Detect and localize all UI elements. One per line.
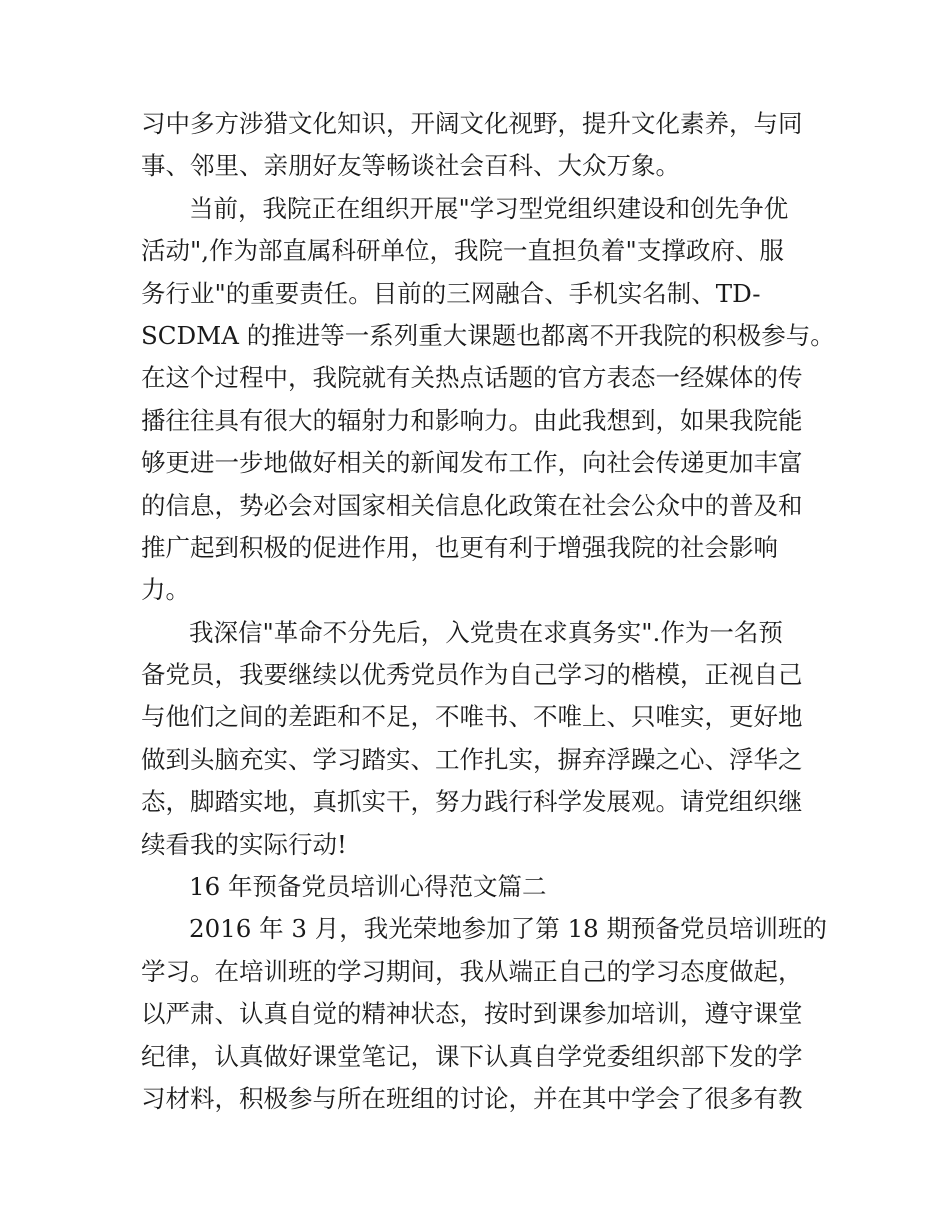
text-line: 我深信"革命不分先后，入党贵在求真务实".作为一名预 xyxy=(189,617,783,647)
text-line: 习中多方涉猎文化知识，开阔文化视野，提升文化素养，与同 xyxy=(141,109,803,138)
text-line: 推广起到积极的促进作用，也更有利于增强我院的社会影响 xyxy=(141,532,778,562)
text-line: 纪律，认真做好课堂笔记，课下认真自学党委组织部下发的学 xyxy=(141,1041,803,1071)
text-line: 备党员，我要继续以优秀党员作为自己学习的楷模，正视自己 xyxy=(141,660,803,690)
text-line: 习材料，积极参与所在班组的讨论，并在其中学会了很多有教 xyxy=(141,1083,803,1113)
text-line: 的信息，势必会对国家相关信息化政策在社会公众中的普及和 xyxy=(141,490,803,520)
text-line: 在这个过程中，我院就有关热点话题的官方表态一经媒体的传 xyxy=(141,363,803,393)
text-line: 做到头脑充实、学习踏实、工作扎实，摒弃浮躁之心、浮华之 xyxy=(141,744,803,774)
text-line: 2016 年 3 月，我光荣地参加了第 18 期预备党员培训班的 xyxy=(189,914,828,944)
text-line: SCDMA 的推进等一系列重大课题也都离不开我院的积极参与。 xyxy=(141,320,835,350)
text-line: 学习。在培训班的学习期间，我从端正自己的学习态度做起， xyxy=(141,956,803,986)
text-line: 16 年预备党员培训心得范文篇二 xyxy=(189,872,547,902)
text-line: 力。 xyxy=(141,575,190,605)
text-line: 续看我的实际行动! xyxy=(141,829,347,859)
text-line: 事、邻里、亲朋好友等畅谈社会百科、大众万象。 xyxy=(141,151,680,181)
text-line: 活动",作为部直属科研单位，我院一直担负着"支撑政府、服 xyxy=(141,236,784,266)
body-text xyxy=(141,103,835,1120)
text-line: 播往往具有很大的辐射力和影响力。由此我想到，如果我院能 xyxy=(141,405,803,435)
text-line: 态，脚踏实地，真抓实干，努力践行科学发展观。请党组织继 xyxy=(141,787,803,817)
text-line: 与他们之间的差距和不足，不唯书、不唯上、只唯实，更好地 xyxy=(141,702,803,732)
text-line: 够更进一步地做好相关的新闻发布工作，向社会传递更加丰富 xyxy=(141,448,803,478)
text-line: 务行业"的重要责任。目前的三网融合、手机实名制、TD- xyxy=(141,278,761,308)
text-line: 以严肃、认真自觉的精神状态，按时到课参加培训，遵守课堂 xyxy=(141,999,803,1029)
text-line: 当前，我院正在组织开展"学习型党组织建设和创先争优 xyxy=(189,193,789,223)
